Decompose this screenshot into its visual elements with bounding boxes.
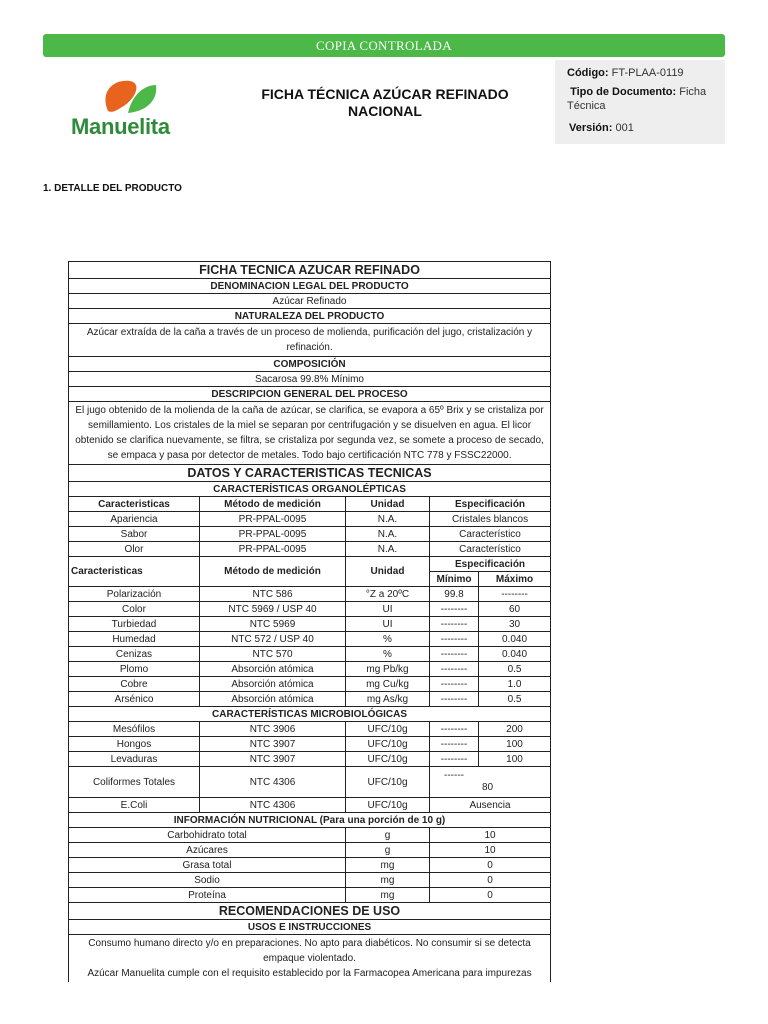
table-row: Mesófilos NTC 3906 UFC/10g -------- 200 xyxy=(69,722,551,737)
table-row: E.Coli NTC 4306 UFC/10g Ausencia xyxy=(69,798,551,813)
col-unit: Unidad xyxy=(346,497,430,512)
nutrition-header: INFORMACIÓN NUTRICIONAL (Para una porción de 10 g) xyxy=(69,813,551,828)
col-specification: Especificación xyxy=(430,497,551,512)
table-row: Carbohidrato total g 10 xyxy=(69,828,551,843)
table-row: Hongos NTC 3907 UFC/10g -------- 100 xyxy=(69,737,551,752)
table-row: Turbiedad NTC 5969 UI -------- 30 xyxy=(69,617,551,632)
col-method-2: Método de medición xyxy=(200,557,346,587)
table-title: FICHA TECNICA AZUCAR REFINADO xyxy=(69,262,551,279)
composition-text: Sacarosa 99.8% Mínimo xyxy=(69,372,551,387)
table-row: Arsénico Absorción atómica mg As/kg -------- 0.5 xyxy=(69,692,551,707)
table-row: Sabor PR-PPAL-0095 N.A. Característico xyxy=(69,527,551,542)
document-title: FICHA TÉCNICA AZÚCAR REFINADO NACIONAL xyxy=(261,86,509,119)
col-characteristics: Caracteristicas xyxy=(69,497,200,512)
legal-name: Azúcar Refinado xyxy=(69,294,551,309)
tech-data-title: DATOS Y CARACTERISTICAS TECNICAS xyxy=(69,465,551,482)
section-heading: 1. DETALLE DEL PRODUCTO xyxy=(43,183,182,194)
table-row: Sodio mg 0 xyxy=(69,873,551,888)
table-row: Levaduras NTC 3907 UFC/10g -------- 100 xyxy=(69,752,551,767)
table-row: Olor PR-PPAL-0095 N.A. Característico xyxy=(69,542,551,557)
composition-header: COMPOSICIÓN xyxy=(69,357,551,372)
table-row: Polarización NTC 586 °Z a 20ºC 99.8 -------- xyxy=(69,587,551,602)
process-text: El jugo obtenido de la molienda de la caña de azúcar, se clarifica, se evapora a 65º Brix y se cristaliza por semillamiento. Los cristales de la miel se separan por centrifugación y se disuelven en agua. El licor obtenido se clarifica nuevamente, se filtra, se cristaliza por segunda vez, se somete a proceso de secado, se empaca y pasa por detector de metales. Todo bajo certificación NTC 778 y FSSC22000. xyxy=(69,402,551,465)
process-header: DESCRIPCION GENERAL DEL PROCESO xyxy=(69,387,551,402)
version-line: Versión: 001 xyxy=(569,122,634,134)
usage-text: Consumo humano directo y/o en preparaciones. No apto para diabéticos. No consumir si se detecta empaque violentado. Azúcar Manuelita cumple con el requisito establecido por la Farmacopea Americana para impurezas xyxy=(69,935,551,983)
col-specification-2: Especificación xyxy=(430,557,551,572)
legal-name-header: DENOMINACION LEGAL DEL PRODUCTO xyxy=(69,279,551,294)
doc-type-line-2: Técnica xyxy=(567,100,606,112)
table-row: Grasa total mg 0 xyxy=(69,858,551,873)
controlled-copy-banner: COPIA CONTROLADA xyxy=(43,34,725,57)
col-min: Mínimo xyxy=(430,572,479,587)
table-row: Apariencia PR-PPAL-0095 N.A. Cristales blancos xyxy=(69,512,551,527)
microbiological-header: CARACTERÍSTICAS MICROBIOLÓGICAS xyxy=(69,707,551,722)
brand-name: Manuelita xyxy=(71,114,170,139)
table-row: Coliformes Totales NTC 4306 UFC/10g ------ 80 xyxy=(69,767,551,798)
doc-type-line: Tipo de Documento: Ficha xyxy=(570,86,707,98)
table-row: Color NTC 5969 / USP 40 UI -------- 60 xyxy=(69,602,551,617)
table-row: Azúcares g 10 xyxy=(69,843,551,858)
col-characteristics-2: Caracteristicas xyxy=(69,557,200,587)
table-row: Cenizas NTC 570 % -------- 0.040 xyxy=(69,647,551,662)
usage-recommendations-title: RECOMENDACIONES DE USO xyxy=(69,903,551,920)
nature-header: NATURALEZA DEL PRODUCTO xyxy=(69,309,551,324)
col-method: Método de medición xyxy=(200,497,346,512)
code-line: Código: FT-PLAA-0119 xyxy=(567,67,684,79)
organoleptic-header: CARACTERÍSTICAS ORGANOLÉPTICAS xyxy=(69,482,551,497)
table-row: Cobre Absorción atómica mg Cu/kg -------- 1.0 xyxy=(69,677,551,692)
usage-header: USOS E INSTRUCCIONES xyxy=(69,920,551,935)
product-spec-table xyxy=(68,261,551,982)
table-row: Humedad NTC 572 / USP 40 % -------- 0.040 xyxy=(69,632,551,647)
table-row: Plomo Absorción atómica mg Pb/kg -------- 0.5 xyxy=(69,662,551,677)
nature-text: Azúcar extraída de la caña a través de un proceso de molienda, purificación del jugo, cristalización y refinación. xyxy=(69,324,551,357)
document-info-box xyxy=(555,60,725,144)
col-unit-2: Unidad xyxy=(346,557,430,587)
table-row: Proteína mg 0 xyxy=(69,888,551,903)
col-max: Máximo xyxy=(479,572,551,587)
